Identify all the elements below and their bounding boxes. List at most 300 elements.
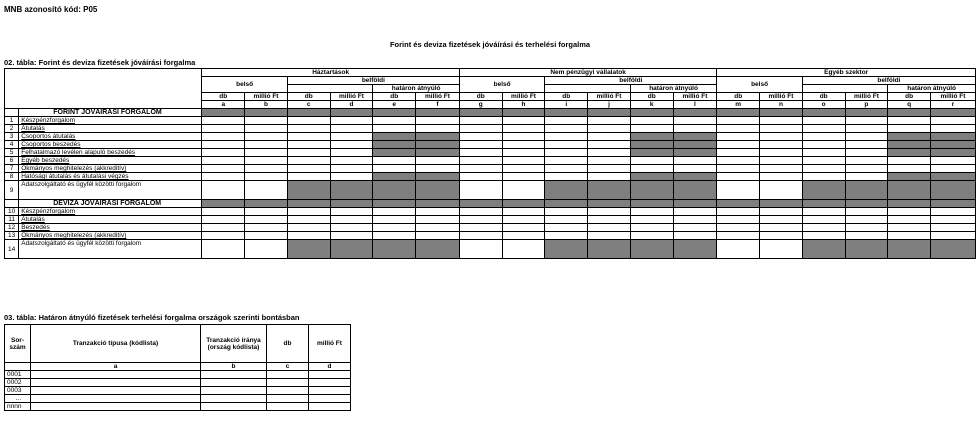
input-cell[interactable] [416,208,460,216]
row-number: 11 [5,216,19,224]
input-cell[interactable] [888,208,931,216]
input-cell[interactable] [330,232,373,240]
input-cell[interactable] [673,216,717,224]
input-cell[interactable] [802,232,845,240]
input-cell[interactable] [845,216,888,224]
row-number: 0001 [5,371,31,379]
input-cell[interactable] [545,224,588,232]
input-cell[interactable] [31,387,201,395]
input-cell[interactable] [287,149,330,157]
input-cell[interactable] [245,157,288,165]
input-cell[interactable] [760,117,803,125]
input-cell[interactable] [545,232,588,240]
grey-cell [459,200,502,208]
input-cell[interactable] [845,173,888,181]
input-cell[interactable] [245,216,288,224]
input-cell[interactable] [202,117,245,125]
grey-cell [287,181,330,200]
input-cell[interactable] [717,165,760,173]
input-cell[interactable] [287,141,330,149]
grey-cell [373,133,416,141]
grey-cell [545,200,588,208]
grey-cell [330,240,373,259]
input-cell[interactable] [717,232,760,240]
input-cell[interactable] [545,165,588,173]
col-letter: e [373,101,416,109]
input-cell[interactable] [630,157,673,165]
input-cell[interactable] [845,149,888,157]
input-cell[interactable] [287,125,330,133]
input-cell[interactable] [845,141,888,149]
input-cell[interactable] [502,141,545,149]
input-cell[interactable] [502,181,545,200]
input-cell[interactable] [502,173,545,181]
input-cell[interactable] [673,157,717,165]
input-cell[interactable] [459,141,502,149]
input-cell[interactable] [717,125,760,133]
input-cell[interactable] [802,125,845,133]
row-number: 10 [5,208,19,216]
input-cell[interactable] [459,165,502,173]
grey-cell [502,200,545,208]
grey-cell [888,240,931,259]
input-cell[interactable] [802,149,845,157]
input-cell[interactable] [502,133,545,141]
input-cell[interactable] [760,181,803,200]
grey-cell [630,181,673,200]
section-title: DEVIZA JÓVÁÍRÁSI FORGALOM [19,200,202,208]
grey-cell [287,240,330,259]
unit-millio: millió Ft [502,93,545,101]
input-cell[interactable] [330,208,373,216]
grey-cell [330,109,373,117]
sector-header: Háztartások [202,69,460,77]
input-cell[interactable] [588,141,631,149]
input-cell[interactable] [373,216,416,224]
input-cell[interactable] [931,216,976,224]
input-cell[interactable] [330,216,373,224]
input-cell[interactable] [459,125,502,133]
input-cell[interactable] [309,379,351,387]
input-cell[interactable] [588,208,631,216]
grey-cell [630,149,673,157]
input-cell[interactable] [760,133,803,141]
input-cell[interactable] [373,232,416,240]
grey-cell [416,200,460,208]
group-header-blank [287,85,372,93]
input-cell[interactable] [588,133,631,141]
col-letter: d [330,101,373,109]
input-cell[interactable] [717,240,760,259]
input-cell[interactable] [31,403,201,411]
input-cell[interactable] [267,379,309,387]
input-cell[interactable] [287,165,330,173]
input-cell[interactable] [845,125,888,133]
input-cell[interactable] [245,173,288,181]
row-number: nnnn [5,403,31,411]
input-cell[interactable] [202,173,245,181]
input-cell[interactable] [630,232,673,240]
input-cell[interactable] [760,165,803,173]
input-cell[interactable] [202,125,245,133]
input-cell[interactable] [202,165,245,173]
input-cell[interactable] [760,224,803,232]
input-cell[interactable] [502,165,545,173]
input-cell[interactable] [588,173,631,181]
grey-cell [630,173,673,181]
input-cell[interactable] [673,125,717,133]
input-cell[interactable] [373,117,416,125]
input-cell[interactable] [502,232,545,240]
input-cell[interactable] [416,224,460,232]
grey-cell [673,200,717,208]
input-cell[interactable] [717,133,760,141]
input-cell[interactable] [717,224,760,232]
input-cell[interactable] [802,133,845,141]
input-cell[interactable] [760,240,803,259]
input-cell[interactable] [309,403,351,411]
input-cell[interactable] [31,395,201,403]
header-millio: millió Ft [309,325,351,363]
col-letter: l [673,101,717,109]
input-cell[interactable] [845,133,888,141]
input-cell[interactable] [309,387,351,395]
input-cell[interactable] [760,232,803,240]
group-header-hataron: határon átnyúló [373,85,460,93]
input-cell[interactable] [459,240,502,259]
input-cell[interactable] [545,117,588,125]
table2 [4,68,976,259]
input-cell[interactable] [845,117,888,125]
input-cell[interactable] [31,379,201,387]
input-cell[interactable] [717,157,760,165]
input-cell[interactable] [202,240,245,259]
input-cell[interactable] [630,208,673,216]
input-cell[interactable] [588,165,631,173]
input-cell[interactable] [459,224,502,232]
input-cell[interactable] [630,117,673,125]
input-cell[interactable] [545,133,588,141]
input-cell[interactable] [673,208,717,216]
input-cell[interactable] [287,117,330,125]
input-cell[interactable] [202,133,245,141]
grey-cell [802,109,845,117]
input-cell[interactable] [201,387,267,395]
input-cell[interactable] [888,216,931,224]
input-cell[interactable] [201,403,267,411]
input-cell[interactable] [717,117,760,125]
input-cell[interactable] [31,371,201,379]
input-cell[interactable] [330,173,373,181]
input-cell[interactable] [502,240,545,259]
input-cell[interactable] [588,232,631,240]
letter-cell: b [201,363,267,371]
input-cell[interactable] [459,216,502,224]
input-cell[interactable] [802,165,845,173]
input-cell[interactable] [502,208,545,216]
input-cell[interactable] [845,224,888,232]
group-header-hataron: határon átnyúló [630,85,716,93]
input-cell[interactable] [545,125,588,133]
input-cell[interactable] [202,232,245,240]
input-cell[interactable] [717,208,760,216]
input-cell[interactable] [888,125,931,133]
input-cell[interactable] [760,173,803,181]
input-cell[interactable] [202,157,245,165]
grey-cell [802,181,845,200]
input-cell[interactable] [931,208,976,216]
input-cell[interactable] [673,224,717,232]
input-cell[interactable] [931,157,976,165]
input-cell[interactable] [588,125,631,133]
input-cell[interactable] [888,117,931,125]
input-cell[interactable] [245,232,288,240]
input-cell[interactable] [330,149,373,157]
input-cell[interactable] [373,224,416,232]
input-cell[interactable] [802,173,845,181]
input-cell[interactable] [201,395,267,403]
input-cell[interactable] [202,149,245,157]
input-cell[interactable] [459,173,502,181]
input-cell[interactable] [630,125,673,133]
input-cell[interactable] [330,141,373,149]
grey-cell [373,149,416,157]
input-cell[interactable] [459,157,502,165]
input-cell[interactable] [287,133,330,141]
input-cell[interactable] [502,224,545,232]
input-cell[interactable] [416,232,460,240]
input-cell[interactable] [245,117,288,125]
input-cell[interactable] [588,149,631,157]
input-cell[interactable] [287,208,330,216]
grey-cell [588,200,631,208]
input-cell[interactable] [888,224,931,232]
letter-cell [5,363,31,371]
group-header-hataron: határon átnyúló [888,85,976,93]
row-number: 3 [5,133,19,141]
letter-cell: d [309,363,351,371]
grey-cell [373,240,416,259]
input-cell[interactable] [287,216,330,224]
input-cell[interactable] [545,216,588,224]
input-cell[interactable] [588,117,631,125]
input-cell[interactable] [202,208,245,216]
input-cell[interactable] [459,117,502,125]
sector-header: Nem pénzügyi vállalatok [459,69,716,77]
input-cell[interactable] [802,208,845,216]
unit-db: db [545,93,588,101]
input-cell[interactable] [760,157,803,165]
group-header-blank [545,85,630,93]
input-cell[interactable] [245,149,288,157]
row-number: 7 [5,165,19,173]
input-cell[interactable] [201,371,267,379]
grey-cell [673,141,717,149]
input-cell[interactable] [202,181,245,200]
input-cell[interactable] [760,125,803,133]
grey-cell [373,109,416,117]
row-number: 13 [5,232,19,240]
input-cell[interactable] [330,133,373,141]
input-cell[interactable] [888,165,931,173]
input-cell[interactable] [502,216,545,224]
mnb-code: MNB azonosító kód: P05 [4,5,98,14]
input-cell[interactable] [760,216,803,224]
grey-cell [330,181,373,200]
input-cell[interactable] [267,403,309,411]
input-cell[interactable] [267,371,309,379]
input-cell[interactable] [673,117,717,125]
col-letter: c [287,101,330,109]
input-cell[interactable] [502,117,545,125]
input-cell[interactable] [588,216,631,224]
input-cell[interactable] [330,224,373,232]
input-cell[interactable] [545,149,588,157]
row-label: Adatszolgáltató és ügyfél közötti forgalom [19,240,202,259]
input-cell[interactable] [931,125,976,133]
input-cell[interactable] [459,133,502,141]
input-cell[interactable] [245,240,288,259]
table2-title: 02. tábla: Forint és deviza fizetések jóváírási forgalma [4,58,196,67]
input-cell[interactable] [416,216,460,224]
input-cell[interactable] [245,181,288,200]
input-cell[interactable] [373,157,416,165]
input-cell[interactable] [245,125,288,133]
unit-millio: millió Ft [588,93,631,101]
input-cell[interactable] [545,208,588,216]
input-cell[interactable] [267,387,309,395]
input-cell[interactable] [459,232,502,240]
input-cell[interactable] [630,216,673,224]
input-cell[interactable] [802,216,845,224]
input-cell[interactable] [802,141,845,149]
input-cell[interactable] [245,141,288,149]
input-cell[interactable] [416,125,460,133]
input-cell[interactable] [459,149,502,157]
unit-millio: millió Ft [245,93,288,101]
input-cell[interactable] [309,371,351,379]
input-cell[interactable] [673,232,717,240]
input-cell[interactable] [287,232,330,240]
input-cell[interactable] [717,141,760,149]
grey-cell [888,133,931,141]
grey-cell [545,240,588,259]
row-number: 0003 [5,387,31,395]
input-cell[interactable] [502,149,545,157]
letter-cell: c [267,363,309,371]
input-cell[interactable] [931,224,976,232]
grey-cell [373,181,416,200]
grey-cell [673,173,717,181]
input-cell[interactable] [502,157,545,165]
input-cell[interactable] [245,208,288,216]
grey-cell [416,141,460,149]
input-cell[interactable] [502,125,545,133]
input-cell[interactable] [202,141,245,149]
input-cell[interactable] [845,165,888,173]
input-cell[interactable] [245,133,288,141]
input-cell[interactable] [931,232,976,240]
group-header-belso: belső [717,77,802,93]
input-cell[interactable] [267,395,309,403]
input-cell[interactable] [330,165,373,173]
table3-title: 03. tábla: Határon átnyúló fizetések terhelési forgalma országok szerinti bontásban [4,313,300,322]
input-cell[interactable] [287,157,330,165]
unit-db: db [717,93,760,101]
input-cell[interactable] [459,181,502,200]
input-cell[interactable] [717,173,760,181]
input-cell[interactable] [330,117,373,125]
grey-cell [287,109,330,117]
input-cell[interactable] [845,208,888,216]
input-cell[interactable] [201,379,267,387]
input-cell[interactable] [330,125,373,133]
input-cell[interactable] [588,224,631,232]
row-number: 14 [5,240,19,259]
input-cell[interactable] [802,157,845,165]
input-cell[interactable] [309,395,351,403]
input-cell[interactable] [373,165,416,173]
input-cell[interactable] [717,181,760,200]
input-cell[interactable] [845,232,888,240]
row-label: Okmányos meghitelezés (akkreditív) [19,232,202,240]
row-label: Hatósági átutalás és átutalási végzés [19,173,202,181]
header-irany: Tranzakció iránya (ország kódlista) [201,325,267,363]
input-cell[interactable] [459,208,502,216]
input-cell[interactable] [588,157,631,165]
input-cell[interactable] [202,216,245,224]
grey-cell [888,200,931,208]
input-cell[interactable] [287,224,330,232]
input-cell[interactable] [545,157,588,165]
input-cell[interactable] [931,117,976,125]
input-cell[interactable] [202,224,245,232]
input-cell[interactable] [416,165,460,173]
input-cell[interactable] [330,157,373,165]
input-cell[interactable] [888,157,931,165]
input-cell[interactable] [245,165,288,173]
input-cell[interactable] [287,173,330,181]
unit-millio: millió Ft [760,93,803,101]
grey-cell [931,109,976,117]
input-cell[interactable] [717,149,760,157]
input-cell[interactable] [845,157,888,165]
input-cell[interactable] [717,216,760,224]
input-cell[interactable] [760,208,803,216]
input-cell[interactable] [416,117,460,125]
row-number: ... [5,395,31,403]
input-cell[interactable] [545,173,588,181]
group-header-belso: belső [459,77,544,93]
grey-cell [888,149,931,157]
input-cell[interactable] [931,165,976,173]
input-cell[interactable] [416,157,460,165]
group-header-belfoldi: belföldi [545,77,717,85]
input-cell[interactable] [373,208,416,216]
input-cell[interactable] [245,224,288,232]
input-cell[interactable] [760,149,803,157]
section-no [5,109,19,117]
input-cell[interactable] [802,117,845,125]
input-cell[interactable] [630,165,673,173]
input-cell[interactable] [888,232,931,240]
input-cell[interactable] [673,165,717,173]
input-cell[interactable] [545,141,588,149]
input-cell[interactable] [373,125,416,133]
input-cell[interactable] [630,224,673,232]
input-cell[interactable] [802,224,845,232]
input-cell[interactable] [760,141,803,149]
